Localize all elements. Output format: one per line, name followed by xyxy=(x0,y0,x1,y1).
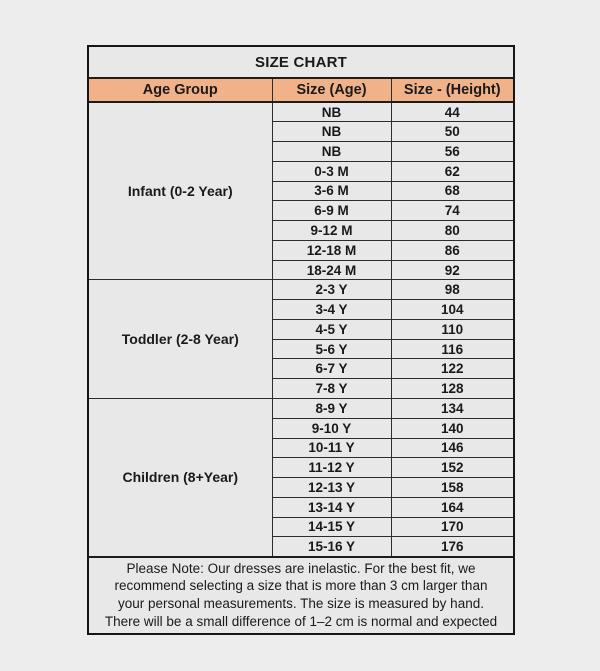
size-height-value: 164 xyxy=(391,497,514,517)
size-height-value: 146 xyxy=(391,438,514,458)
size-age-value: 12-13 Y xyxy=(272,478,391,498)
column-header-size-age: Size (Age) xyxy=(272,78,391,102)
size-age-value: 15-16 Y xyxy=(272,537,391,557)
title-row xyxy=(88,46,514,78)
size-height-value: 80 xyxy=(391,221,514,241)
size-height-value: 128 xyxy=(391,379,514,399)
size-age-value: 18-24 M xyxy=(272,260,391,280)
column-header-size-height: Size - (Height) xyxy=(391,78,514,102)
size-height-value: 110 xyxy=(391,319,514,339)
size-height-value: 116 xyxy=(391,339,514,359)
table-body xyxy=(88,102,514,557)
size-height-value: 158 xyxy=(391,478,514,498)
size-height-value: 62 xyxy=(391,161,514,181)
size-height-value: 104 xyxy=(391,300,514,320)
age-group-label: Children (8+Year) xyxy=(88,398,272,556)
size-height-value: 140 xyxy=(391,418,514,438)
size-age-value: 6-9 M xyxy=(272,201,391,221)
size-age-value: 3-4 Y xyxy=(272,300,391,320)
size-age-value: 8-9 Y xyxy=(272,398,391,418)
size-height-value: 68 xyxy=(391,181,514,201)
size-age-value: 6-7 Y xyxy=(272,359,391,379)
size-age-value: 13-14 Y xyxy=(272,497,391,517)
size-height-value: 56 xyxy=(391,142,514,162)
size-age-value: 2-3 Y xyxy=(272,280,391,300)
size-height-value: 170 xyxy=(391,517,514,537)
column-header-row xyxy=(88,78,514,102)
size-age-value: 11-12 Y xyxy=(272,458,391,478)
size-row xyxy=(88,398,514,418)
size-height-value: 122 xyxy=(391,359,514,379)
table-title: SIZE CHART xyxy=(88,46,514,78)
size-height-value: 74 xyxy=(391,201,514,221)
size-age-value: 12-18 M xyxy=(272,240,391,260)
size-height-value: 50 xyxy=(391,122,514,142)
size-height-value: 44 xyxy=(391,102,514,122)
size-age-value: 5-6 Y xyxy=(272,339,391,359)
size-age-value: NB xyxy=(272,142,391,162)
size-height-value: 152 xyxy=(391,458,514,478)
size-height-value: 134 xyxy=(391,398,514,418)
column-header-age-group: Age Group xyxy=(88,78,272,102)
size-height-value: 176 xyxy=(391,537,514,557)
size-age-value: NB xyxy=(272,122,391,142)
size-height-value: 86 xyxy=(391,240,514,260)
age-group-label: Toddler (2-8 Year) xyxy=(88,280,272,399)
size-age-value: 14-15 Y xyxy=(272,517,391,537)
size-age-value: 3-6 M xyxy=(272,181,391,201)
size-height-value: 98 xyxy=(391,280,514,300)
age-group-label: Infant (0-2 Year) xyxy=(88,102,272,280)
size-age-value: NB xyxy=(272,102,391,122)
size-row xyxy=(88,280,514,300)
size-chart-table xyxy=(87,45,515,635)
note-row xyxy=(88,557,514,634)
size-height-value: 92 xyxy=(391,260,514,280)
size-age-value: 9-12 M xyxy=(272,221,391,241)
size-age-value: 10-11 Y xyxy=(272,438,391,458)
size-age-value: 9-10 Y xyxy=(272,418,391,438)
size-age-value: 7-8 Y xyxy=(272,379,391,399)
size-age-value: 4-5 Y xyxy=(272,319,391,339)
note-text: Please Note: Our dresses are inelastic. For the best fit, we recommend selecting a size that is more than 3 cm larger than your personal measurements. The size is measured by hand. There will be a small difference of 1–2 cm is normal and expected xyxy=(88,557,514,634)
size-row xyxy=(88,102,514,122)
size-age-value: 0-3 M xyxy=(272,161,391,181)
